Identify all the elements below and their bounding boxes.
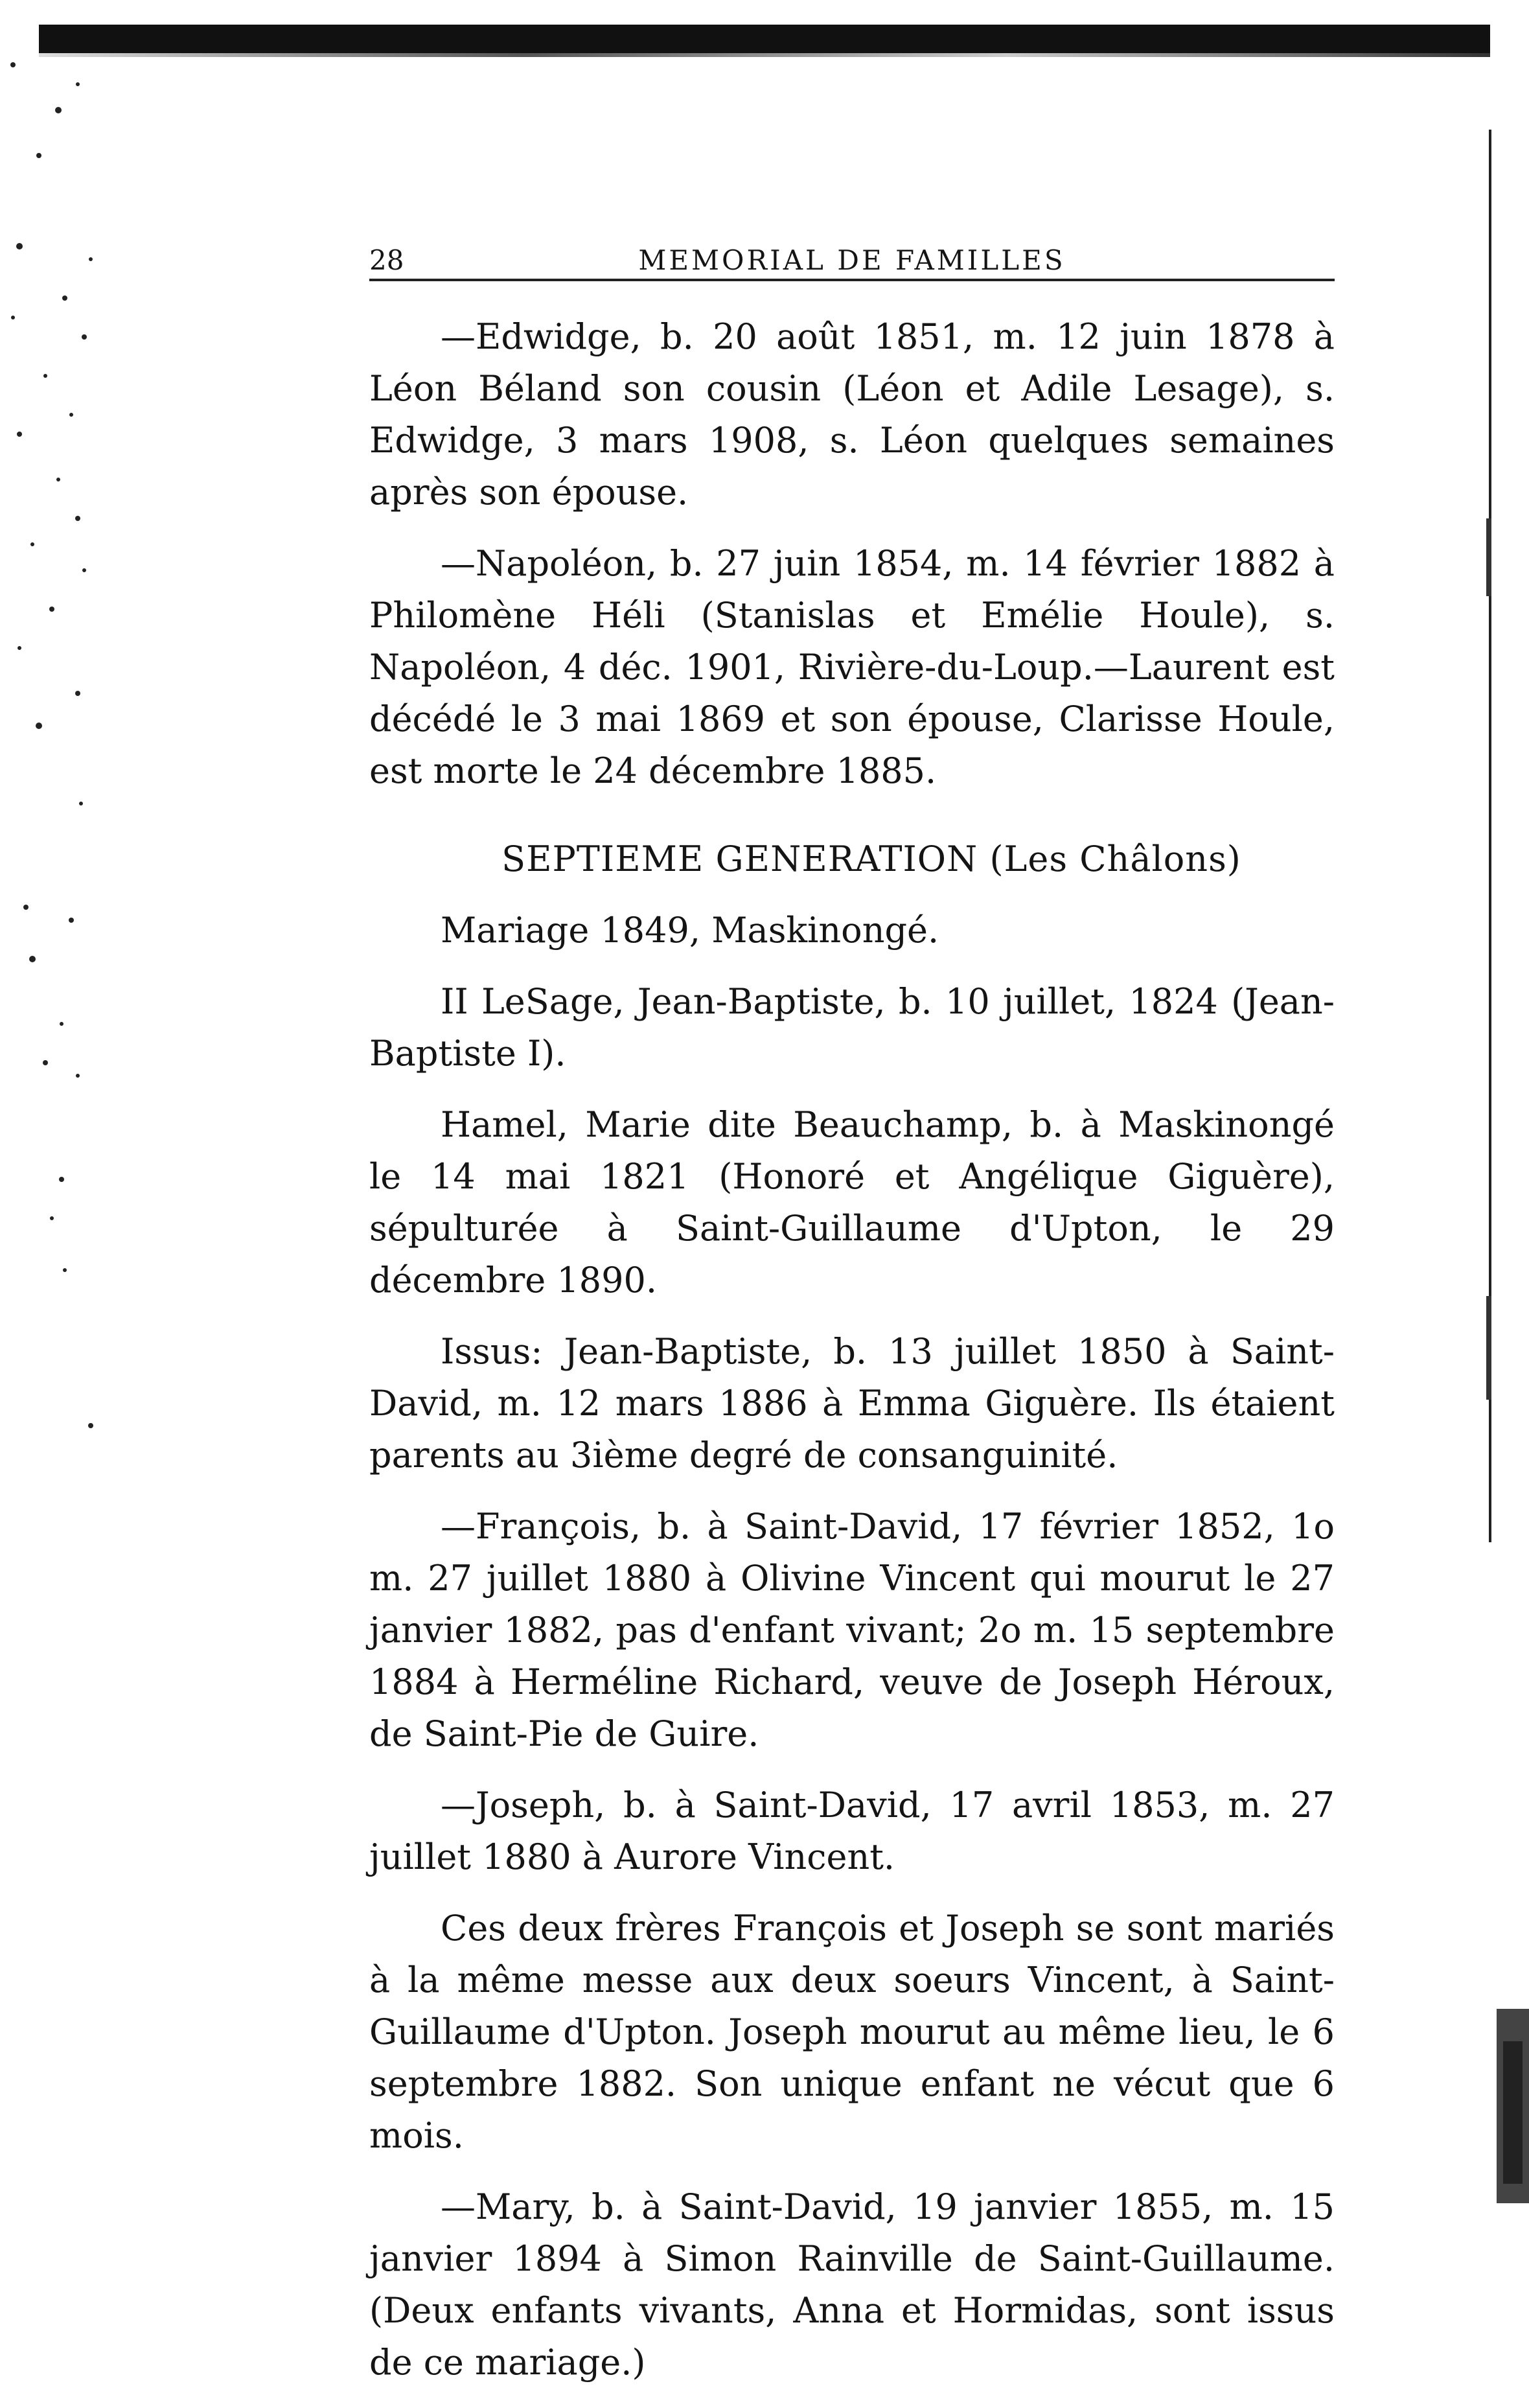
paragraph-mary: —Mary, b. à Saint-David, 19 janvier 1855, m. 15 janvier 1894 à Simon Rainville de Saint-Guillaume. (Deux enfants vivants, Anna et Hormidas, sont issus de ce mariage.)	[369, 2186, 1335, 2383]
scan-top-edge-fade	[39, 53, 1490, 57]
book-page	[369, 233, 1335, 2408]
scan-left-margin-noise	[0, 39, 130, 1464]
paragraph-deux-freres: Ces deux frères François et Joseph se sont mariés à la même messe aux deux soeurs Vincent, à Saint-Guillaume d'Upton. Joseph mourut au même lieu, le 6 septembre 1882. Son unique enfant ne vécut que 6 mois.	[369, 1908, 1335, 2156]
page-header	[369, 233, 1335, 281]
paragraph-joseph: —Joseph, b. à Saint-David, 17 avril 1853, m. 27 juillet 1880 à Aurore Vincent.	[369, 1785, 1335, 1877]
paragraph-jean-baptiste: II LeSage, Jean-Baptiste, b. 10 juillet, 1824 (Jean-Baptiste I).	[369, 981, 1335, 1074]
paragraph-edwidge: —Edwidge, b. 20 août 1851, m. 12 juin 1878 à Léon Béland son cousin (Léon et Adile Lesage), s. Edwidge, 3 mars 1908, s. Léon quelques semaines après son épouse.	[369, 316, 1335, 513]
scan-top-edge	[39, 25, 1490, 53]
paragraph-hamel: Hamel, Marie dite Beauchamp, b. à Maskinongé le 14 mai 1821 (Honoré et Angélique Giguère), sépulturée à Saint-Guillaume d'Upton, le 29 décembre 1890.	[369, 1104, 1335, 1301]
running-title: MEMORIAL DE FAMILLES	[638, 244, 1066, 276]
paragraph-napoleon: —Napoléon, b. 27 juin 1854, m. 14 février 1882 à Philomène Héli (Stanislas et Emélie Houle), s. Napoléon, 4 déc. 1901, Rivière-du-Loup.—Laurent est décédé le 3 mai 1869 et son épouse, Clarisse Houle, est morte le 24 décembre 1885.	[369, 543, 1335, 791]
section-heading: SEPTIEME GENERATION (Les Châlons)	[501, 839, 1241, 879]
scan-right-margin-noise	[1458, 130, 1529, 2208]
paragraph-mariage: Mariage 1849, Maskinongé.	[441, 910, 939, 951]
page-number: 28	[369, 244, 404, 276]
paragraph-francois: —François, b. à Saint-David, 17 février 1852, 1o m. 27 juillet 1880 à Olivine Vincent qui mourut le 27 janvier 1882, pas d'enfant vivant; 2o m. 15 septembre 1884 à Herméline Richard, veuve de Joseph Héroux, de Saint-Pie de Guire.	[369, 1506, 1335, 1754]
paragraph-issus: Issus: Jean-Baptiste, b. 13 juillet 1850 à Saint-David, m. 12 mars 1886 à Emma Giguère. Ils étaient parents au 3ième degré de consanguinité.	[369, 1331, 1335, 1476]
